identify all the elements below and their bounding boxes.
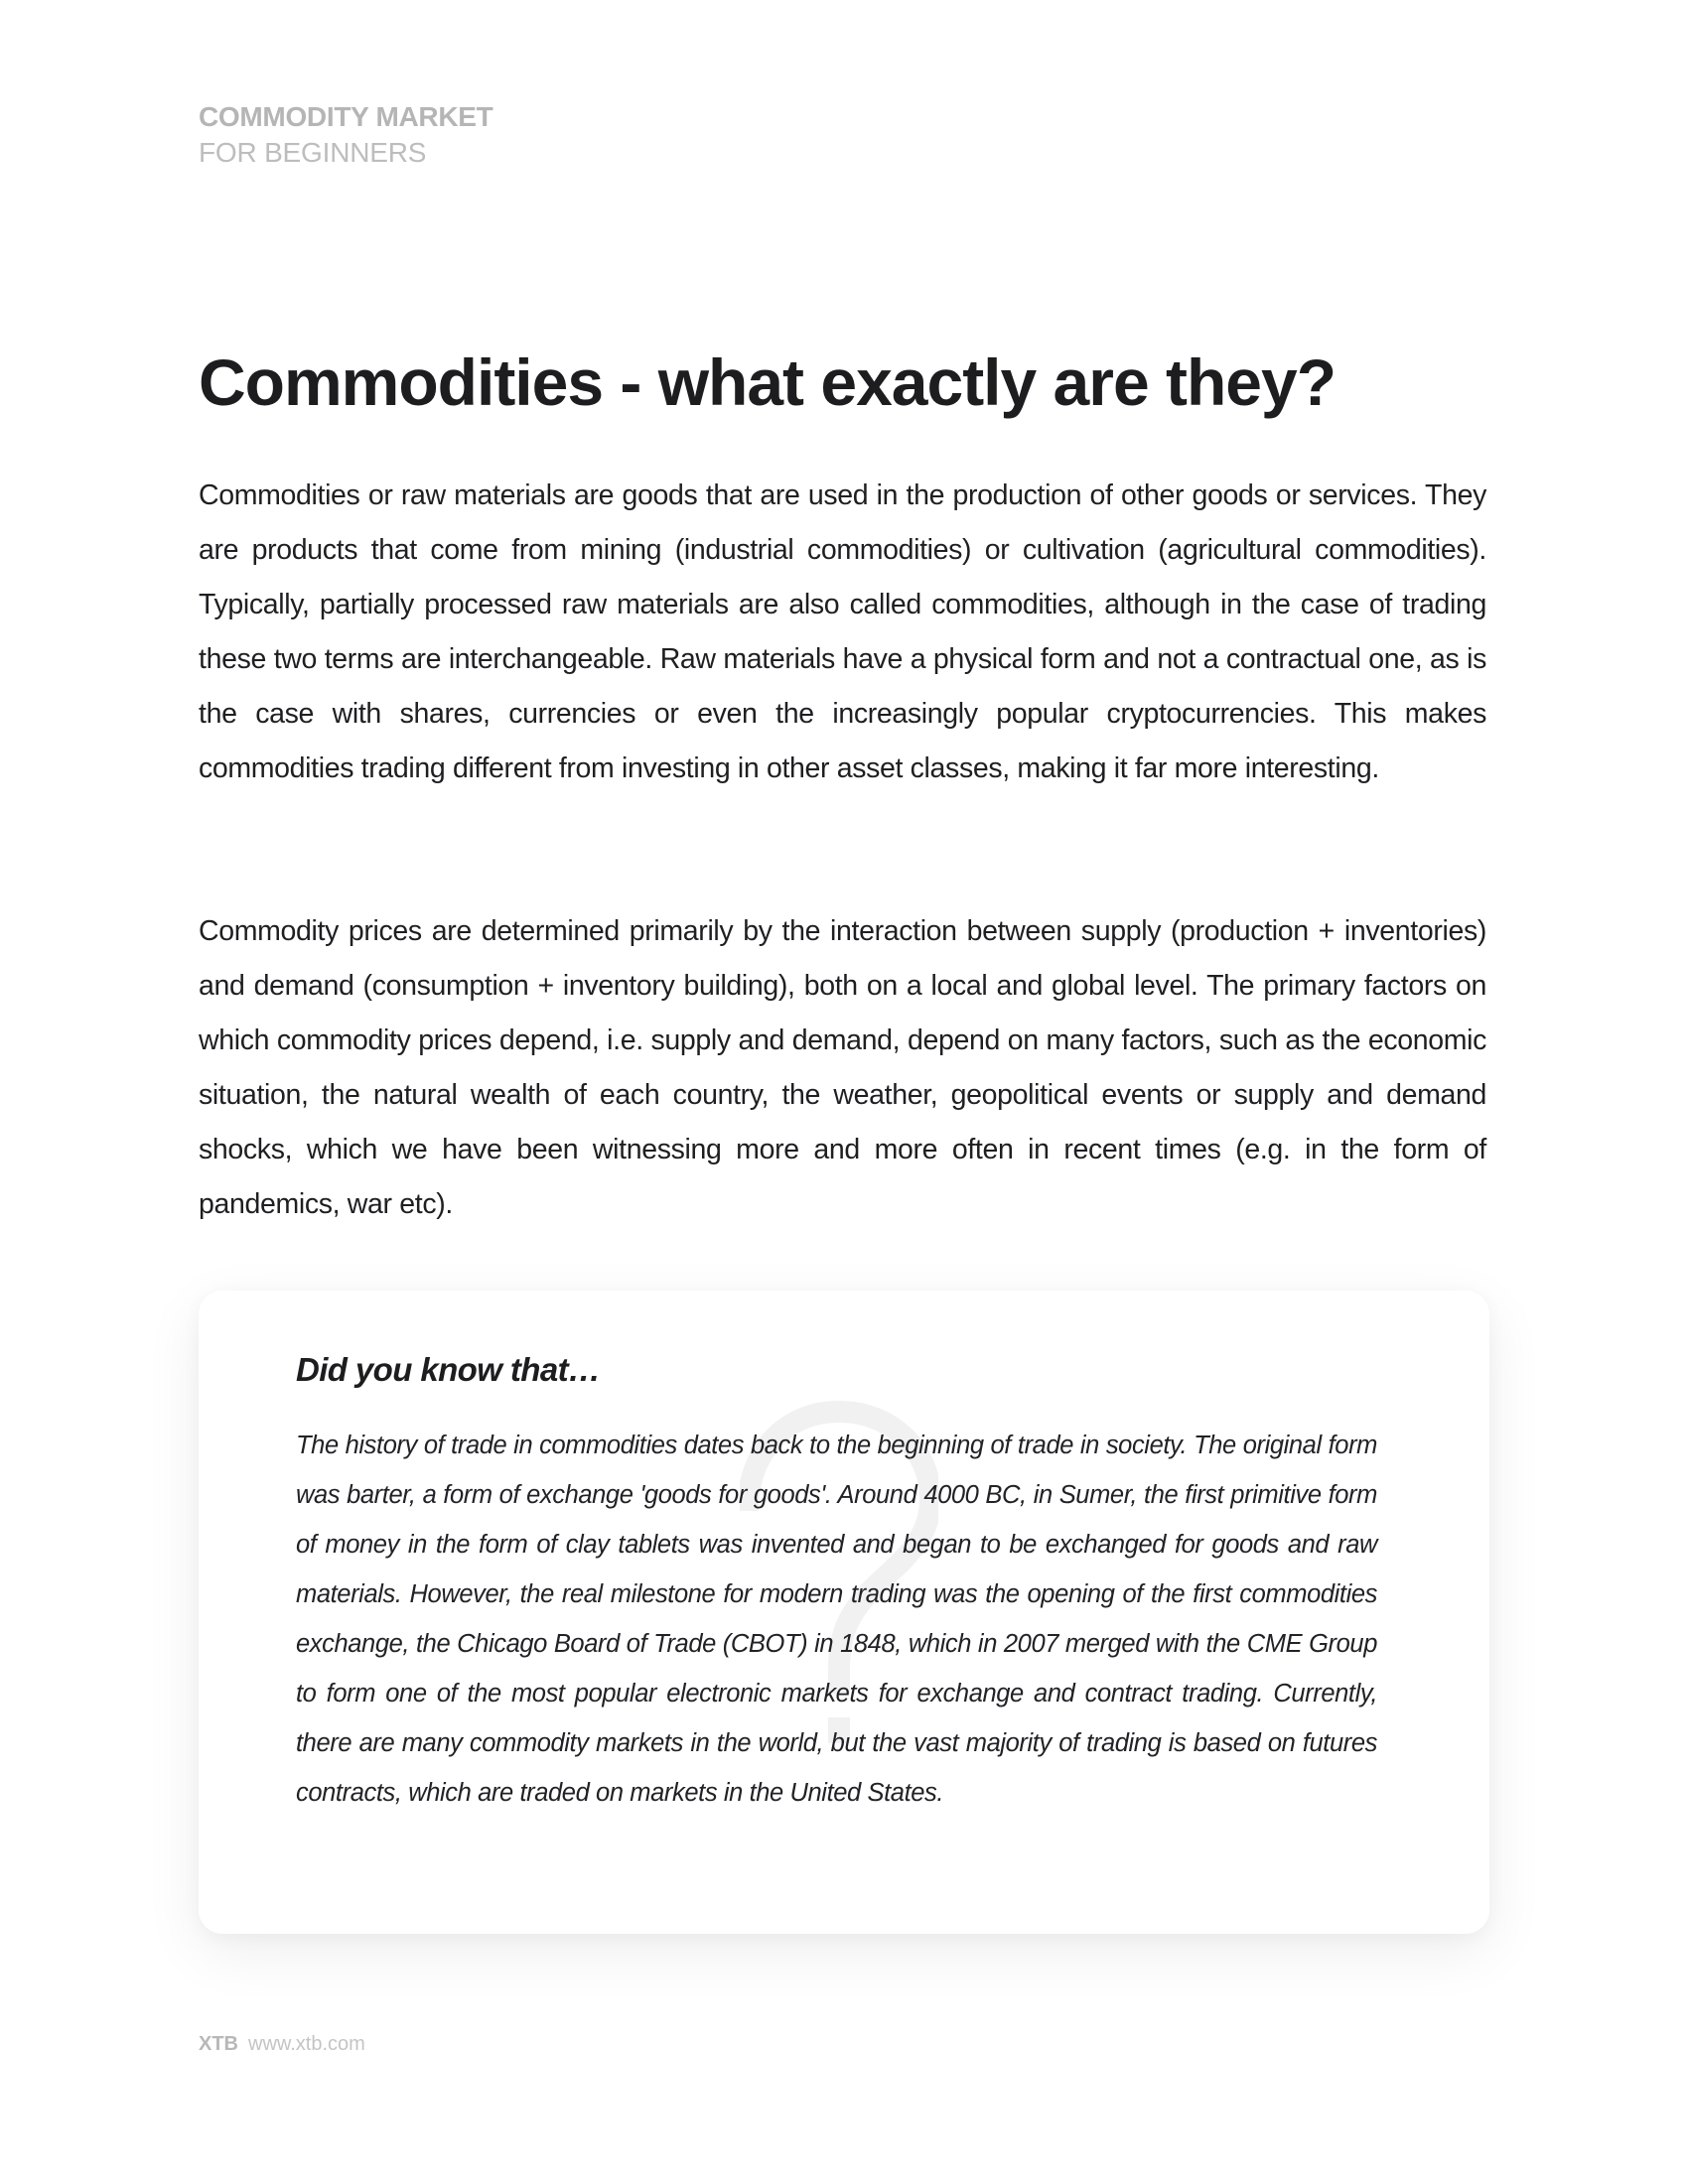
page-footer [199, 2031, 365, 2057]
paragraph-prices: Commodity prices are determined primarily by the interaction between supply (production + inventories) and demand (consumption + inventory building), both on a local and global level. The primary factors on which commodity prices depend, i.e. supply and demand, depend on many factors, such as the economic situation, the natural wealth of each country, the weather, geopolitical events or supply and demand shocks, which we have been witnessing more and more often in recent times (e.g. in the form of pandemics, war etc). [199, 915, 1486, 1220]
document-header [199, 99, 492, 171]
did-you-know-heading: Did you know that… [296, 1351, 601, 1388]
header-subtitle: FOR BEGINNERS [199, 137, 427, 168]
footer-url-link[interactable]: www.xtb.com [248, 2033, 365, 2055]
did-you-know-card [199, 1291, 1489, 1934]
header-title: COMMODITY MARKET [199, 101, 493, 132]
did-you-know-body: The history of trade in commodities dates back to the beginning of trade in society. The original form was barter, a form of exchange 'goods for goods'. Around 4000 BC, in Sumer, the first primitive form of money in the form of clay tablets was invented and began to be exchanged for goods and raw materials. However, the real milestone for modern trading was the opening of the first commodities exchange, the Chicago Board of Trade (CBOT) in 1848, which in 2007 merged with the CME Group to form one of the most popular electronic markets for exchange and contract trading. Currently, there are many commodity markets in the world, but the vast majority of trading is based on futures contracts, which are traded on markets in the United States. [296, 1432, 1377, 1807]
paragraph-definition: Commodities or raw materials are goods that are used in the production of other goods or services. They are products that come from mining (industrial commodities) or cultivation (agricultural commodities). Typically, partially processed raw materials are also called commodities, although in the case of trading these two terms are interchangeable. Raw materials have a physical form and not a contractual one, as is the case with shares, currencies or even the increasingly popular cryptocurrencies. This makes commodities trading different from investing in other asset classes, making it far more interesting. [199, 479, 1486, 784]
footer-brand-logo: XTB [199, 2033, 238, 2055]
page-title: Commodities - what exactly are they? [199, 345, 1336, 419]
